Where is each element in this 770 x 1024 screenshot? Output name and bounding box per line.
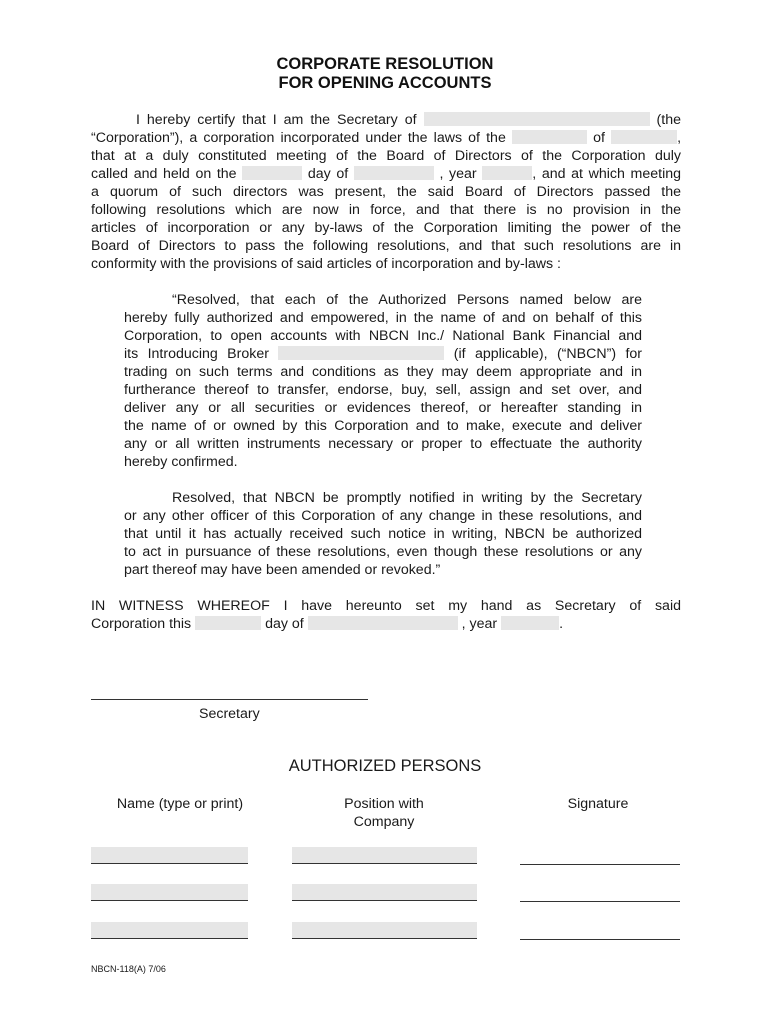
resolution-line: its Introducing Broker (if applicable), (“NBCN”) for: [124, 346, 642, 362]
introducing-broker-field[interactable]: [278, 346, 444, 360]
authorized-person-signature-line-3[interactable]: [520, 939, 680, 940]
resolution-line: furtherance thereof to transfer, endorse, buy, sell, assign and set over, and: [124, 382, 642, 398]
certification-line: articles of incorporation or any by-laws of the Corporation limiting the power of the: [91, 220, 681, 236]
authorized-person-name-field-3[interactable]: [91, 922, 248, 939]
secretary-label: Secretary: [199, 706, 260, 722]
column-header-name: Name (type or print): [116, 796, 244, 812]
certification-line: called and held on the day of , year , and at which meeting: [91, 166, 681, 182]
meeting-month-field[interactable]: [354, 166, 434, 180]
meeting-day-field[interactable]: [242, 166, 302, 180]
resolution-line: “Resolved, that each of the Authorized Persons named below are: [172, 292, 642, 308]
certification-line: a quorum of such directors was present, the said Board of Directors passed the: [91, 184, 681, 200]
form-id: NBCN-118(A) 7/06: [91, 964, 166, 974]
certification-line: that at a duly constituted meeting of the Board of Directors of the Corporation duly: [91, 148, 681, 164]
authorized-persons-heading: AUTHORIZED PERSONS: [288, 757, 482, 775]
resolution-line: Corporation, to open accounts with NBCN Inc./ National Bank Financial and: [124, 328, 642, 344]
document-title-line2: FOR OPENING ACCOUNTS: [278, 74, 492, 92]
certification-line: “Corporation”), a corporation incorporated under the laws of the of ,: [91, 130, 682, 146]
resolution-line: that until it has actually received such notice in writing, NBCN be authorized: [124, 526, 642, 542]
witness-year-field[interactable]: [501, 616, 559, 630]
resolution-line: any or all written instruments necessary or proper to effectuate the authority: [124, 436, 642, 452]
resolution-line: trading on such terms and conditions as they may deem appropriate and in: [124, 364, 642, 380]
witness-line: IN WITNESS WHEREOF I have hereunto set my hand as Secretary of said: [91, 598, 681, 614]
resolution-line: hereby fully authorized and empowered, in the name of and on behalf of this: [124, 310, 642, 326]
authorized-person-position-field-2[interactable]: [292, 884, 477, 901]
authorized-person-name-field-2[interactable]: [91, 884, 248, 901]
column-header-position-line2: Company: [353, 814, 415, 830]
witness-line: Corporation this day of , year .: [91, 616, 564, 632]
witness-day-field[interactable]: [195, 616, 261, 630]
column-header-position-line1: Position with: [344, 796, 424, 812]
authorized-person-name-field-1[interactable]: [91, 847, 248, 864]
authorized-person-position-field-1[interactable]: [292, 847, 477, 864]
authorized-person-signature-line-1[interactable]: [520, 864, 680, 865]
certification-line: conformity with the provisions of said articles of incorporation and by-laws :: [91, 256, 561, 272]
resolution-line: hereby confirmed.: [124, 454, 238, 470]
resolution-line: the name of or owned by this Corporation and to make, execute and deliver: [124, 418, 642, 434]
resolution-line: deliver any or all securities or evidences thereof, or hereafter standing in: [124, 400, 642, 416]
incorporation-jurisdiction-field[interactable]: [512, 130, 587, 144]
authorized-person-signature-line-2[interactable]: [520, 901, 680, 902]
column-header-signature: Signature: [567, 796, 629, 812]
incorporation-country-field[interactable]: [611, 130, 677, 144]
resolution-line: to act in pursuance of these resolutions, even though these resolutions or any: [124, 544, 642, 560]
meeting-year-field[interactable]: [482, 166, 532, 180]
certification-line: following resolutions which are now in force, and that there is no provision in the: [91, 202, 681, 218]
resolution-line: Resolved, that NBCN be promptly notified in writing by the Secretary: [172, 490, 642, 506]
resolution-line: part thereof may have been amended or revoked.”: [124, 562, 441, 578]
certification-line: Board of Directors to pass the following resolutions, and that such resolutions are in: [91, 238, 681, 254]
document-title-line1: CORPORATE RESOLUTION: [276, 55, 494, 73]
authorized-person-position-field-3[interactable]: [292, 922, 477, 939]
secretary-signature-line[interactable]: [91, 699, 368, 700]
certification-line: I hereby certify that I am the Secretary of (the: [136, 112, 681, 128]
corporation-name-field[interactable]: [424, 112, 650, 126]
resolution-line: or any other officer of this Corporation of any change in these resolutions, and: [124, 508, 642, 524]
witness-month-field[interactable]: [308, 616, 458, 630]
